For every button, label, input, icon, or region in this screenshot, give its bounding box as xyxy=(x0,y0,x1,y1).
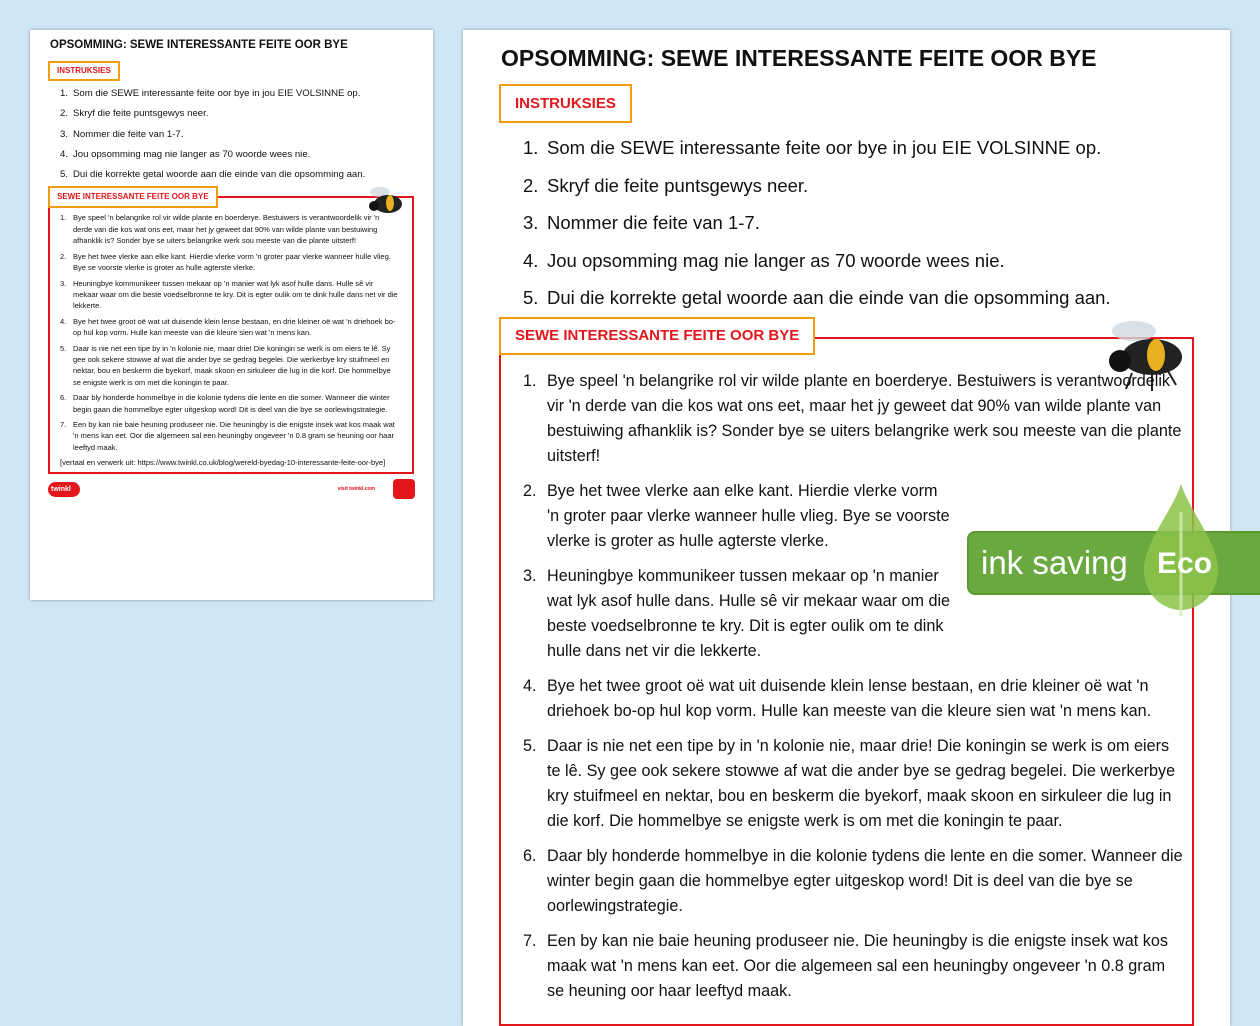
footer xyxy=(48,478,415,504)
facts-heading: SEWE INTERESSANTE FEITE OOR BYE xyxy=(499,317,815,355)
item-number: 7. xyxy=(60,419,67,429)
item-text: Heuningbye kommunikeer tussen mekaar op 'n manier wat lyk asof hulle dans. Hulle sê vir mekaar waar om die beste voedselbronne te kry. Dit is egter oulik om te dink hulle dans net vir die lekkerte. xyxy=(547,566,951,660)
instructions-list xyxy=(60,84,415,185)
item-number: 2. xyxy=(523,174,539,196)
list-item xyxy=(60,104,415,124)
item-text: Bye het twee vlerke aan elke kant. Hierdie vlerke vorm 'n groter paar vlerke wanneer hulle vlieg. Bye se voorste vlerke is groter as hulle agterste vlerke. xyxy=(73,251,391,273)
list-item xyxy=(523,204,1213,242)
item-number: 2. xyxy=(523,481,537,500)
list-item xyxy=(60,343,400,389)
list-item xyxy=(60,84,415,104)
list-item xyxy=(523,674,1183,724)
item-number: 1. xyxy=(523,371,537,390)
item-text: Bye speel 'n belangrike rol vir wilde plante en boerderye. Bestuiwers is verantwoordelik vir 'n derde van die kos wat ons eet, maar het jy geweet dat 90% van wilde plante van bestuiwing afhanklik is? Sonder bye se uiters belangrike werk sou meeste van die plante uitsterf! xyxy=(73,213,380,246)
list-item xyxy=(523,279,1213,317)
list-item xyxy=(523,167,1213,205)
item-text: Bye het twee groot oë wat uit duisende klein lense bestaan, en drie kleiner oë wat 'n driehoek bo-op hul kop vorm. Hulle kan meeste van die kleure sien wat 'n mens kan. xyxy=(547,676,1152,720)
page-title: OPSOMMING: SEWE INTERESSANTE FEITE OOR BYE xyxy=(501,45,1097,71)
item-text: Een by kan nie baie heuning produseer nie. Die heuningby is die enigste insek wat kos maak wat 'n mens kan eet. Oor die algemeen sal een heuningby ongeveer 'n 0.8 gram se heuning oor haar leeftyd maak. xyxy=(73,419,395,452)
list-item xyxy=(60,278,400,312)
item-text: Som die SEWE interessante feite oor bye in jou EIE VOLSINNE op. xyxy=(547,137,1102,158)
item-number: 3. xyxy=(523,212,539,233)
main-page[interactable] xyxy=(463,30,1230,1026)
ink-saving-label: ink saving xyxy=(981,544,1128,581)
list-item xyxy=(523,129,1213,167)
item-text: Een by kan nie baie heuning produseer nie. Die heuningby is die enigste insek wat kos maak wat 'n mens kan eet. Oor die algemeen sal een heuningby ongeveer 'n 0.8 gram se heuning oor haar leeftyd maak. xyxy=(547,931,1168,1000)
item-number: 6. xyxy=(60,393,67,403)
facts-heading: SEWE INTERESSANTE FEITE OOR BYE xyxy=(48,186,218,208)
visit-link[interactable]: visit twinkl.com xyxy=(337,486,375,493)
item-number: 4. xyxy=(60,316,67,326)
list-item xyxy=(523,734,1183,834)
item-text: Nommer die feite van 1-7. xyxy=(73,128,184,140)
facts-box xyxy=(499,337,1194,1026)
item-text: Nommer die feite van 1-7. xyxy=(547,212,760,233)
item-number: 2. xyxy=(60,251,67,261)
facts-box xyxy=(48,196,414,474)
instructions-heading: INSTRUKSIES xyxy=(48,61,120,81)
list-item xyxy=(60,392,400,415)
item-number: 5. xyxy=(523,736,537,755)
item-number: 4. xyxy=(523,676,537,695)
instructions-list xyxy=(523,129,1213,317)
item-number: 1. xyxy=(523,137,539,158)
item-number: 3. xyxy=(523,566,537,585)
item-number: 5. xyxy=(60,343,67,353)
item-text: Skryf die feite puntsgewys neer. xyxy=(547,174,809,196)
twinkl-logo: twinkl xyxy=(48,482,80,497)
list-item xyxy=(60,145,415,165)
facts-section xyxy=(499,317,1194,1026)
item-number: 1. xyxy=(60,88,69,99)
eco-label: Eco xyxy=(1157,547,1213,580)
facts-list xyxy=(60,212,400,453)
item-text: Som die SEWE interessante feite oor bye in jou EIE VOLSINNE op. xyxy=(73,88,361,99)
item-text: Bye speel 'n belangrike rol vir wilde plante en boerderye. Bestuiwers is verantwoordelik vir 'n derde van die kos wat ons eet, maar het jy geweet dat 90% van wilde plante van bestuiwing afhanklik is? Sonder bye se uiters belangrike werk sou meeste van die plante uitsterf! xyxy=(547,371,1182,465)
list-item xyxy=(523,844,1183,919)
list-item xyxy=(60,419,400,453)
list-item xyxy=(523,369,1183,469)
item-text: Jou opsomming mag nie langer as 70 woorde wees nie. xyxy=(73,148,311,160)
item-text: Daar bly honderde hommelbye in die kolonie tydens die lente en die somer. Wanneer die winter begin gaan die hommelbye egter uitgeskop word! Dit is deel van die bye se oorlewingstrategie. xyxy=(73,393,390,414)
item-number: 3. xyxy=(60,128,69,140)
item-text: Daar is nie net een tipe by in 'n kolonie nie, maar drie! Die koningin se werk is om eiers te lê. Sy gee ook sekere stowwe af wat die ander bye se gedrag begelei. Die werkerbye kry stuifmeel en nektar, bou en beskerm die byekorf, maak skoon en sirkuleer die lug in die korf. Die hommelbye se enigste werk is om met die koningin te paar. xyxy=(73,343,391,387)
list-item xyxy=(523,242,1213,280)
item-text: Daar is nie net een tipe by in 'n kolonie nie, maar drie! Die koningin se werk is om eiers te lê. Sy gee ook sekere stowwe af wat die ander bye se gedrag begelei. Die werkerbye kry stuifmeel en nektar, bou en beskerm die byekorf, maak skoon en sirkuleer die lug in die korf. Die hommelbye se enigste werk is om met die koningin te paar. xyxy=(547,736,1176,830)
list-item xyxy=(60,212,400,246)
item-text: Bye het twee vlerke aan elke kant. Hierdie vlerke vorm 'n groter paar vlerke wanneer hulle vlieg. Bye se voorste vlerke is groter as hulle agterste vlerke. xyxy=(547,481,950,550)
item-text: Bye het twee groot oë wat uit duisende klein lense bestaan, en drie kleiner oë wat 'n driehoek bo-op hul kop vorm. Hulle kan meeste van die kleure sien wat 'n mens kan. xyxy=(73,316,396,338)
item-number: 4. xyxy=(523,249,539,271)
item-number: 3. xyxy=(60,278,67,288)
list-item xyxy=(60,165,415,185)
list-item xyxy=(60,125,415,145)
instructions-heading: INSTRUKSIES xyxy=(499,84,632,123)
twinkl-badge-icon xyxy=(393,479,415,499)
list-item xyxy=(523,929,1183,1004)
facts-section xyxy=(48,186,415,474)
item-number: 5. xyxy=(523,287,539,308)
item-number: 2. xyxy=(60,108,69,120)
item-number: 1. xyxy=(60,213,67,223)
facts-list xyxy=(523,369,1183,1004)
item-number: 5. xyxy=(60,169,69,181)
item-number: 4. xyxy=(60,148,69,160)
item-text: Dui die korrekte getal woorde aan die einde van die opsomming aan. xyxy=(73,169,366,181)
list-item xyxy=(60,251,400,274)
item-text: Dui die korrekte getal woorde aan die einde van die opsomming aan. xyxy=(547,287,1111,308)
source-note: [vertaal en verwerk uit: https://www.twinkl.co.uk/blog/wereld-byedag-10-interessante-feite-oor-bye] xyxy=(60,458,386,468)
item-text: Daar bly honderde hommelbye in die kolonie tydens die lente en die somer. Wanneer die winter begin gaan die hommelbye egter uitgeskop word! Dit is deel van die bye se oorlewingstrategie. xyxy=(547,846,1183,915)
item-number: 6. xyxy=(523,846,537,865)
list-item xyxy=(60,316,400,339)
page-title: OPSOMMING: SEWE INTERESSANTE FEITE OOR BYE xyxy=(50,39,348,51)
item-text: Heuningbye kommunikeer tussen mekaar op 'n manier wat lyk asof hulle dans. Hulle sê vir mekaar waar om die beste voedselbronne te kry. Dit is egter oulik om te dink hulle dans net vir die lekkerte. xyxy=(73,278,398,311)
item-number: 7. xyxy=(523,931,537,950)
item-text: Skryf die feite puntsgewys neer. xyxy=(73,108,209,120)
thumbnail-page[interactable] xyxy=(30,30,433,600)
item-text: Jou opsomming mag nie langer as 70 woorde wees nie. xyxy=(547,249,1005,271)
